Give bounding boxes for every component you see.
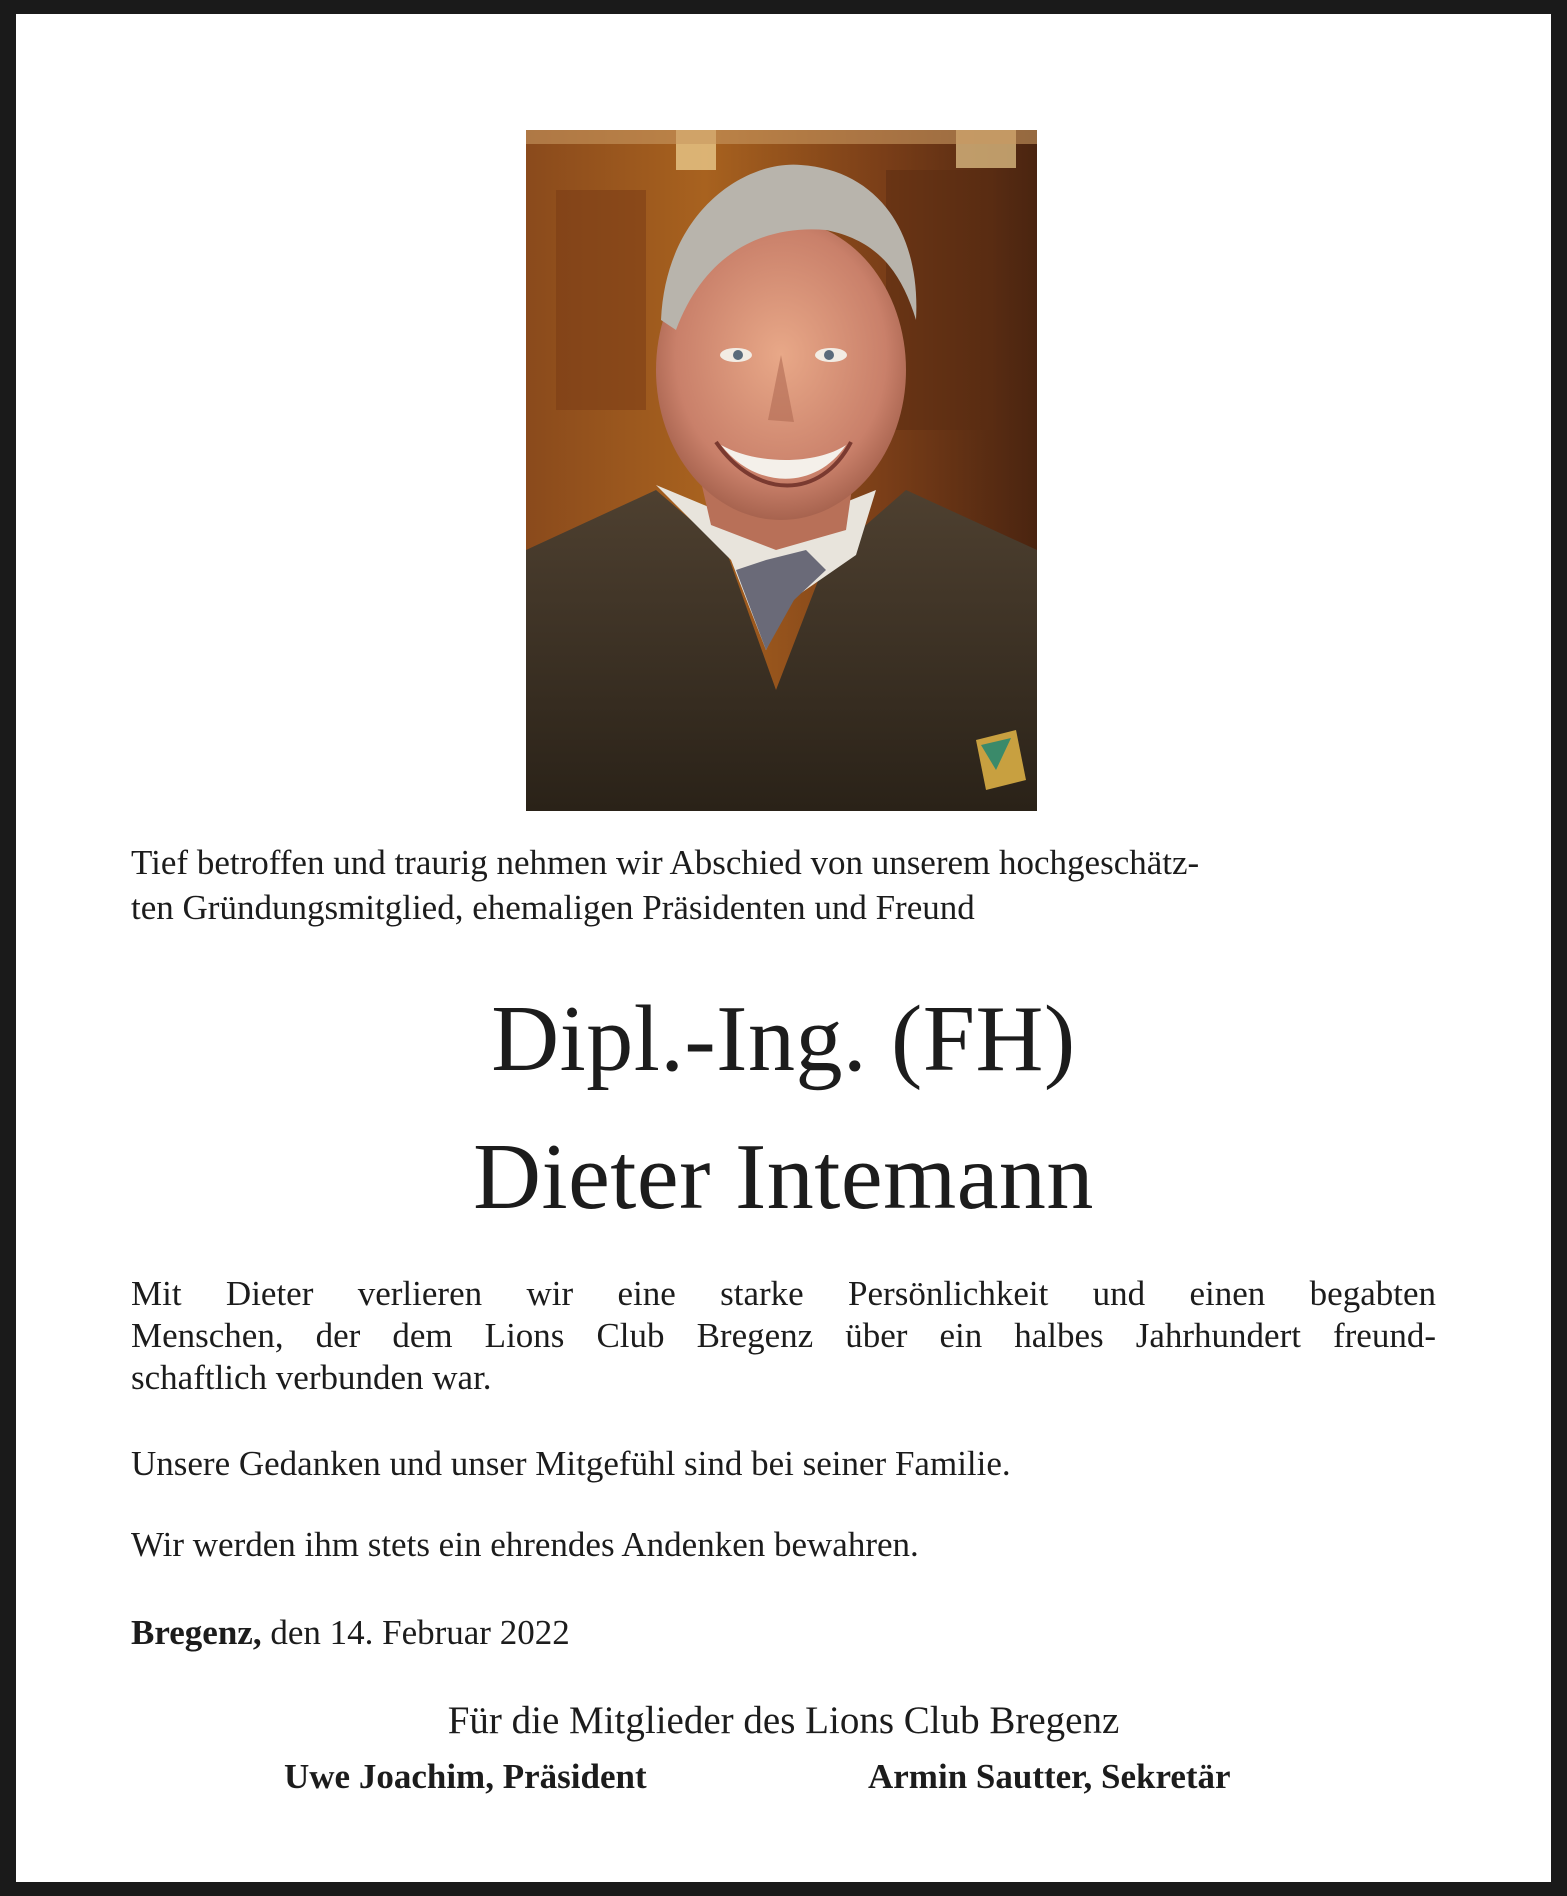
portrait-image bbox=[526, 130, 1037, 811]
dateline-date: den 14. Februar 2022 bbox=[270, 1613, 570, 1652]
signatory-secretary: Armin Sautter, Sekretär bbox=[868, 1757, 1231, 1796]
signatory-president: Uwe Joachim, Präsident bbox=[284, 1757, 647, 1796]
deceased-name: Dieter Intemann bbox=[473, 1125, 1094, 1229]
intro-line: ten Gründungsmitglied, ehemaligen Präsidenten und Freund bbox=[131, 888, 975, 927]
dateline bbox=[131, 1612, 1436, 1654]
deceased-name-block bbox=[131, 970, 1436, 1246]
deceased-title: Dipl.-Ing. (FH) bbox=[491, 987, 1076, 1091]
remembrance-paragraph: Wir werden ihm stets ein ehrendes Andenken bewahren. bbox=[131, 1525, 919, 1564]
on-behalf-line: Für die Mitglieder des Lions Club Bregenz bbox=[447, 1699, 1120, 1742]
tribute-line: Menschen, der dem Lions Club Bregenz über ein halbes Jahrhundert freund- bbox=[131, 1316, 1436, 1355]
intro-text bbox=[131, 840, 1436, 930]
condolence-paragraph: Unsere Gedanken und unser Mitgefühl sind bei seiner Familie. bbox=[131, 1444, 1011, 1483]
tribute-line: Mit Dieter verlieren wir eine starke Persönlichkeit und einen begabten bbox=[131, 1274, 1436, 1313]
tribute-paragraph bbox=[131, 1273, 1436, 1399]
tribute-line: schaftlich verbunden war. bbox=[131, 1358, 492, 1397]
dateline-place: Bregenz, bbox=[131, 1613, 262, 1652]
portrait-photo bbox=[526, 130, 1037, 811]
intro-line: Tief betroffen und traurig nehmen wir Abschied von unserem hochgeschätz- bbox=[131, 843, 1200, 882]
